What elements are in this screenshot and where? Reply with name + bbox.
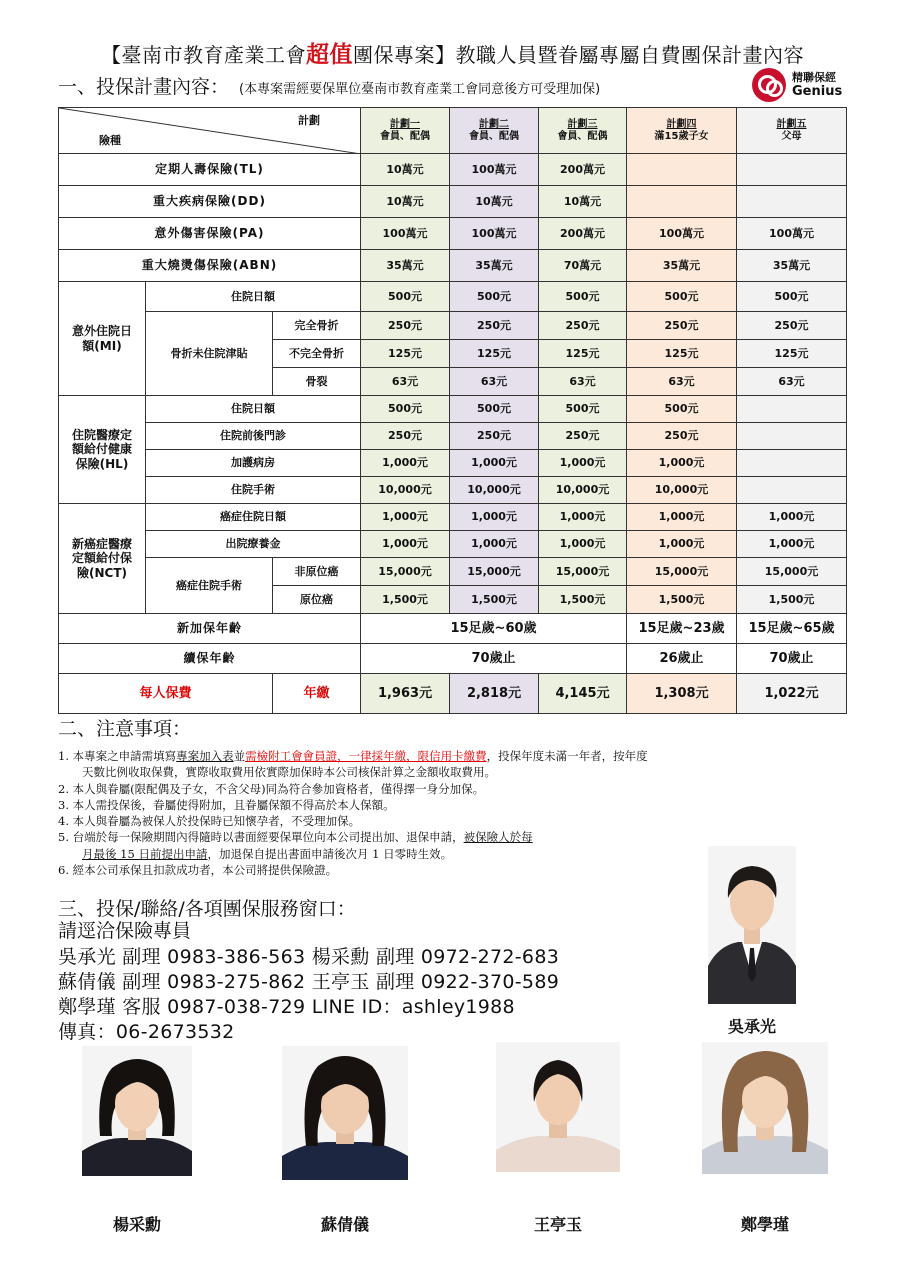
plan-1-header <box>361 108 450 154</box>
plan-2-name: 計劃二 <box>479 118 510 130</box>
cell-premium-plan-4: 1,308元 <box>627 674 737 714</box>
cell-hl-icu-plan-4: 1,000元 <box>627 450 737 477</box>
cell-hl-icu-plan-3: 1,000元 <box>539 450 627 477</box>
cell-renew-age-plan-5: 70歲止 <box>737 644 847 674</box>
name-wang-ting-yu: 王亭玉 <box>533 1215 582 1234</box>
cell-nct-non-insitu-plan-2: 15,000元 <box>450 558 539 586</box>
cell-hl-outpatient-plan-4: 250元 <box>627 423 737 450</box>
cell-premium-plan-1: 1,963元 <box>361 674 450 714</box>
table-row-hl-outpatient <box>59 423 847 450</box>
cell-mi-incomplete-plan-3: 125元 <box>539 340 627 368</box>
row-label-dd: 重大疾病保險(DD) <box>59 186 361 218</box>
group-label-nct <box>59 504 146 614</box>
plan-5-who: 父母 <box>781 130 802 142</box>
cell-nct-daily-plan-3: 1,000元 <box>539 504 627 531</box>
contact-line-1: 吳承光 副理 0983-386-563 楊采勳 副理 0972-272-683 <box>58 946 560 968</box>
cell-mi-complete-plan-3: 250元 <box>539 312 627 340</box>
cell-pa-plan-4: 100萬元 <box>627 218 737 250</box>
cell-mi-incomplete-plan-2: 125元 <box>450 340 539 368</box>
cell-pa-plan-5: 100萬元 <box>737 218 847 250</box>
cell-hl-icu-plan-5 <box>737 450 847 477</box>
cell-hl-outpatient-plan-5 <box>737 423 847 450</box>
table-row-mi-daily <box>59 282 847 312</box>
cell-mi-crack-plan-5: 63元 <box>737 368 847 396</box>
photo-su-qian-yi <box>282 1046 408 1180</box>
cell-renew-age-plan-4: 26歲止 <box>627 644 737 674</box>
cell-abn-plan-3: 70萬元 <box>539 250 627 282</box>
plan-3-header <box>539 108 627 154</box>
table-row-premium <box>59 674 847 714</box>
cell-nct-non-insitu-plan-4: 15,000元 <box>627 558 737 586</box>
cell-hl-daily-plan-1: 500元 <box>361 396 450 423</box>
cell-premium-plan-5: 1,022元 <box>737 674 847 714</box>
plan-table <box>58 107 847 714</box>
cell-dd-plan-1: 10萬元 <box>361 186 450 218</box>
cell-nct-recovery-plan-3: 1,000元 <box>539 531 627 558</box>
cell-nct-recovery-plan-4: 1,000元 <box>627 531 737 558</box>
note-1-part-a: 1. 本專案之申請需填寫 <box>58 749 177 763</box>
row-label-mi-daily: 住院日額 <box>146 282 361 312</box>
cell-dd-plan-5 <box>737 186 847 218</box>
page-title <box>0 36 905 69</box>
row-label-mi-incomplete: 不完全骨折 <box>273 340 361 368</box>
cell-hl-daily-plan-3: 500元 <box>539 396 627 423</box>
row-label-new-age: 新加保年齡 <box>59 614 361 644</box>
cell-hl-surgery-plan-3: 10,000元 <box>539 477 627 504</box>
group-hl-text: 住院醫療定額給付健康保險(HL) <box>71 427 132 471</box>
row-group-fracture: 骨折未住院津貼 <box>146 312 273 396</box>
note-2: 2. 本人與眷屬(限配偶及子女，不含父母)同為符合參加資格者，僅得擇一身分加保。 <box>58 781 485 796</box>
table-row-nct-non-insitu <box>59 558 847 586</box>
table-row-new-age <box>59 614 847 644</box>
plan-4-who: 滿15歲子女 <box>654 130 709 142</box>
cell-abn-plan-4: 35萬元 <box>627 250 737 282</box>
cell-mi-incomplete-plan-5: 125元 <box>737 340 847 368</box>
cell-tl-plan-3: 200萬元 <box>539 154 627 186</box>
cell-hl-icu-plan-1: 1,000元 <box>361 450 450 477</box>
cell-hl-surgery-plan-2: 10,000元 <box>450 477 539 504</box>
group-label-mi <box>59 282 146 396</box>
plan-5-header <box>737 108 847 154</box>
row-label-nct-daily: 癌症住院日額 <box>146 504 361 531</box>
cell-mi-daily-plan-4: 500元 <box>627 282 737 312</box>
cell-dd-plan-4 <box>627 186 737 218</box>
row-label-hl-daily: 住院日額 <box>146 396 361 423</box>
note-5-part-c: 月最後 15 日前提出申請 <box>82 846 208 861</box>
row-label-abn: 重大燒燙傷保險(ABN) <box>59 250 361 282</box>
cancer-surgery-text: 癌症住院手術 <box>176 578 242 592</box>
table-row-abn <box>59 250 847 282</box>
photo-zheng-xue-jin <box>702 1042 828 1174</box>
fax-line: 傳真：06-2673532 <box>58 1021 235 1043</box>
table-row-mi-complete <box>59 312 847 340</box>
cell-hl-outpatient-plan-3: 250元 <box>539 423 627 450</box>
cell-renew-age-plan-1-3: 70歲止 <box>361 644 627 674</box>
row-label-pa: 意外傷害保險(PA) <box>59 218 361 250</box>
cell-dd-plan-2: 10萬元 <box>450 186 539 218</box>
cell-pa-plan-3: 200萬元 <box>539 218 627 250</box>
cell-hl-surgery-plan-1: 10,000元 <box>361 477 450 504</box>
cell-premium-plan-3: 4,145元 <box>539 674 627 714</box>
cell-hl-surgery-plan-4: 10,000元 <box>627 477 737 504</box>
cell-nct-daily-plan-1: 1,000元 <box>361 504 450 531</box>
cell-nct-daily-plan-5: 1,000元 <box>737 504 847 531</box>
cell-mi-daily-plan-1: 500元 <box>361 282 450 312</box>
logo-text-english: Genius <box>792 84 843 99</box>
plan-2-header <box>450 108 539 154</box>
cell-abn-plan-1: 35萬元 <box>361 250 450 282</box>
row-label-hl-surgery: 住院手術 <box>146 477 361 504</box>
table-corner-cell <box>59 108 361 154</box>
title-part-1: 【臺南市教育產業工會 <box>101 43 306 67</box>
row-label-hl-icu: 加護病房 <box>146 450 361 477</box>
section-1-title: 一、投保計畫內容： <box>58 76 230 98</box>
cell-nct-recovery-plan-2: 1,000元 <box>450 531 539 558</box>
photo-wang-ting-yu <box>496 1042 620 1172</box>
note-5-part-a: 5. 台端於每一保險期間內得隨時以書面經要保單位向本公司提出加、退保申請， <box>58 830 464 845</box>
cell-nct-insitu-plan-3: 1,500元 <box>539 586 627 614</box>
cell-mi-daily-plan-2: 500元 <box>450 282 539 312</box>
cell-tl-plan-5 <box>737 154 847 186</box>
plan-2-who: 會員、配偶 <box>469 130 520 142</box>
plan-1-who: 會員、配偶 <box>380 130 431 142</box>
name-su-qian-yi: 蘇倩儀 <box>320 1215 369 1234</box>
cell-mi-incomplete-plan-1: 125元 <box>361 340 450 368</box>
cell-hl-daily-plan-5 <box>737 396 847 423</box>
table-row-hl-icu <box>59 450 847 477</box>
group-mi-text: 意外住院日額(MI) <box>71 324 132 353</box>
cell-new-age-plan-1-3: 15足歲~60歲 <box>361 614 627 644</box>
logo-text-chinese: 精聯保經 <box>792 71 836 84</box>
cell-nct-daily-plan-4: 1,000元 <box>627 504 737 531</box>
cell-mi-daily-plan-3: 500元 <box>539 282 627 312</box>
cell-mi-complete-plan-4: 250元 <box>627 312 737 340</box>
row-label-tl: 定期人壽保險(TL) <box>59 154 361 186</box>
table-header-row <box>59 108 847 154</box>
note-3: 3. 本人需投保後，眷屬使得附加，且眷屬保額不得高於本人保額。 <box>58 797 395 812</box>
cell-nct-non-insitu-plan-1: 15,000元 <box>361 558 450 586</box>
cell-dd-plan-3: 10萬元 <box>539 186 627 218</box>
note-4: 4. 本人與眷屬為被保人於投保時已知懷孕者，不受理加保。 <box>58 814 361 829</box>
title-highlight: 超值 <box>306 42 353 68</box>
table-row-dd <box>59 186 847 218</box>
name-wu-cheng-guang: 吳承光 <box>727 1017 776 1036</box>
contact-line-2: 蘇倩儀 副理 0983-275-862 王亭玉 副理 0922-370-589 <box>58 971 560 993</box>
table-row-tl <box>59 154 847 186</box>
cell-nct-non-insitu-plan-5: 15,000元 <box>737 558 847 586</box>
cell-abn-plan-5: 35萬元 <box>737 250 847 282</box>
cell-nct-insitu-plan-1: 1,500元 <box>361 586 450 614</box>
cell-hl-outpatient-plan-2: 250元 <box>450 423 539 450</box>
cell-hl-surgery-plan-5 <box>737 477 847 504</box>
cell-hl-icu-plan-2: 1,000元 <box>450 450 539 477</box>
row-label-premium: 每人保費 <box>59 674 273 714</box>
row-label-renew-age: 續保年齡 <box>59 644 361 674</box>
table-row-nct-recovery <box>59 531 847 558</box>
cell-tl-plan-1: 10萬元 <box>361 154 450 186</box>
company-logo <box>752 68 852 102</box>
table-row-hl-surgery <box>59 477 847 504</box>
name-zheng-xue-jin: 鄭學瑾 <box>740 1215 789 1234</box>
cell-nct-insitu-plan-5: 1,500元 <box>737 586 847 614</box>
cell-mi-incomplete-plan-4: 125元 <box>627 340 737 368</box>
row-label-premium-annual: 年繳 <box>273 674 361 714</box>
contact-line-3: 鄭學瑾 客服 0987-038-729 LINE ID：ashley1988 <box>58 996 515 1018</box>
section-1-note: (本專案需經要保單位臺南市教育產業工會同意後方可受理加保) <box>239 82 601 97</box>
title-part-2: 團保專案】教職人員暨眷屬專屬自費團保計畫內容 <box>353 43 804 67</box>
agent-title: 請逕洽保險專員 <box>58 920 192 942</box>
note-1-part-e: ，投保年度未滿一年者，按年度 <box>486 749 648 763</box>
cell-tl-plan-4 <box>627 154 737 186</box>
table-row-hl-daily <box>59 396 847 423</box>
note-6: 6. 經本公司承保且扣款成功者，本公司將提供保險證。 <box>58 863 338 878</box>
note-1 <box>58 748 858 764</box>
cell-pa-plan-2: 100萬元 <box>450 218 539 250</box>
cell-nct-recovery-plan-5: 1,000元 <box>737 531 847 558</box>
row-label-nct-non-insitu: 非原位癌 <box>273 558 361 586</box>
note-5-part-d: ，加退保自提出書面申請後次月 1 日零時生效。 <box>207 846 453 861</box>
corner-plan-label: 計劃 <box>298 114 321 127</box>
cell-mi-complete-plan-2: 250元 <box>450 312 539 340</box>
cell-mi-complete-plan-5: 250元 <box>737 312 847 340</box>
group-label-hl <box>59 396 146 504</box>
row-label-mi-crack: 骨裂 <box>273 368 361 396</box>
note-5 <box>58 829 858 845</box>
section-3-heading: 三、投保/聯絡/各項團保服務窗口： <box>58 898 356 920</box>
cell-tl-plan-2: 100萬元 <box>450 154 539 186</box>
name-yang-cai-xun: 楊采勳 <box>112 1215 161 1234</box>
cell-hl-daily-plan-2: 500元 <box>450 396 539 423</box>
plan-5-name: 計劃五 <box>776 118 807 130</box>
note-1-part-d: 需檢附工會會員證，一律採年繳，限信用卡繳費 <box>245 749 487 763</box>
cell-nct-recovery-plan-1: 1,000元 <box>361 531 450 558</box>
cell-hl-daily-plan-4: 500元 <box>627 396 737 423</box>
cell-new-age-plan-5: 15足歲~65歲 <box>737 614 847 644</box>
row-label-nct-insitu: 原位癌 <box>273 586 361 614</box>
cell-nct-daily-plan-2: 1,000元 <box>450 504 539 531</box>
plan-4-header <box>627 108 737 154</box>
table-row-nct-daily <box>59 504 847 531</box>
cell-nct-non-insitu-plan-3: 15,000元 <box>539 558 627 586</box>
plan-4-name: 計劃四 <box>666 118 697 130</box>
row-group-cancer-surgery <box>146 558 273 614</box>
cell-premium-plan-2: 2,818元 <box>450 674 539 714</box>
photo-wu-cheng-guang <box>708 846 796 1004</box>
section-2-heading: 二、注意事項： <box>58 718 192 740</box>
group-nct-text: 新癌症醫療定額給付保險(NCT) <box>71 536 132 580</box>
cell-new-age-plan-4: 15足歲~23歲 <box>627 614 737 644</box>
plan-3-who: 會員、配偶 <box>557 130 608 142</box>
cell-nct-insitu-plan-2: 1,500元 <box>450 586 539 614</box>
cell-mi-crack-plan-3: 63元 <box>539 368 627 396</box>
row-label-hl-outpatient: 住院前後門診 <box>146 423 361 450</box>
table-row-renew-age <box>59 644 847 674</box>
logo-icon <box>752 68 786 102</box>
note-1-part-b: 專案加入表 <box>176 749 234 763</box>
note-5-part-b: 被保險人於每 <box>463 830 533 845</box>
row-label-nct-recovery: 出院療養金 <box>146 531 361 558</box>
note-1-part-c: 並 <box>233 749 246 763</box>
cell-nct-insitu-plan-4: 1,500元 <box>627 586 737 614</box>
cell-hl-outpatient-plan-1: 250元 <box>361 423 450 450</box>
cell-mi-daily-plan-5: 500元 <box>737 282 847 312</box>
cell-mi-crack-plan-1: 63元 <box>361 368 450 396</box>
cell-abn-plan-2: 35萬元 <box>450 250 539 282</box>
cell-pa-plan-1: 100萬元 <box>361 218 450 250</box>
cell-mi-crack-plan-4: 63元 <box>627 368 737 396</box>
cell-mi-complete-plan-1: 250元 <box>361 312 450 340</box>
note-1-continuation: 天數比例收取保費，實際收取費用依實際加保時本公司核保計算之金額收取費用。 <box>82 765 496 780</box>
cell-mi-crack-plan-2: 63元 <box>450 368 539 396</box>
plan-3-name: 計劃三 <box>567 118 598 130</box>
table-row-pa <box>59 218 847 250</box>
row-label-mi-complete: 完全骨折 <box>273 312 361 340</box>
section-1-heading <box>58 72 600 99</box>
plan-1-name: 計劃一 <box>390 118 421 130</box>
photo-yang-cai-xun <box>82 1046 192 1176</box>
corner-type-label: 險種 <box>99 133 121 147</box>
